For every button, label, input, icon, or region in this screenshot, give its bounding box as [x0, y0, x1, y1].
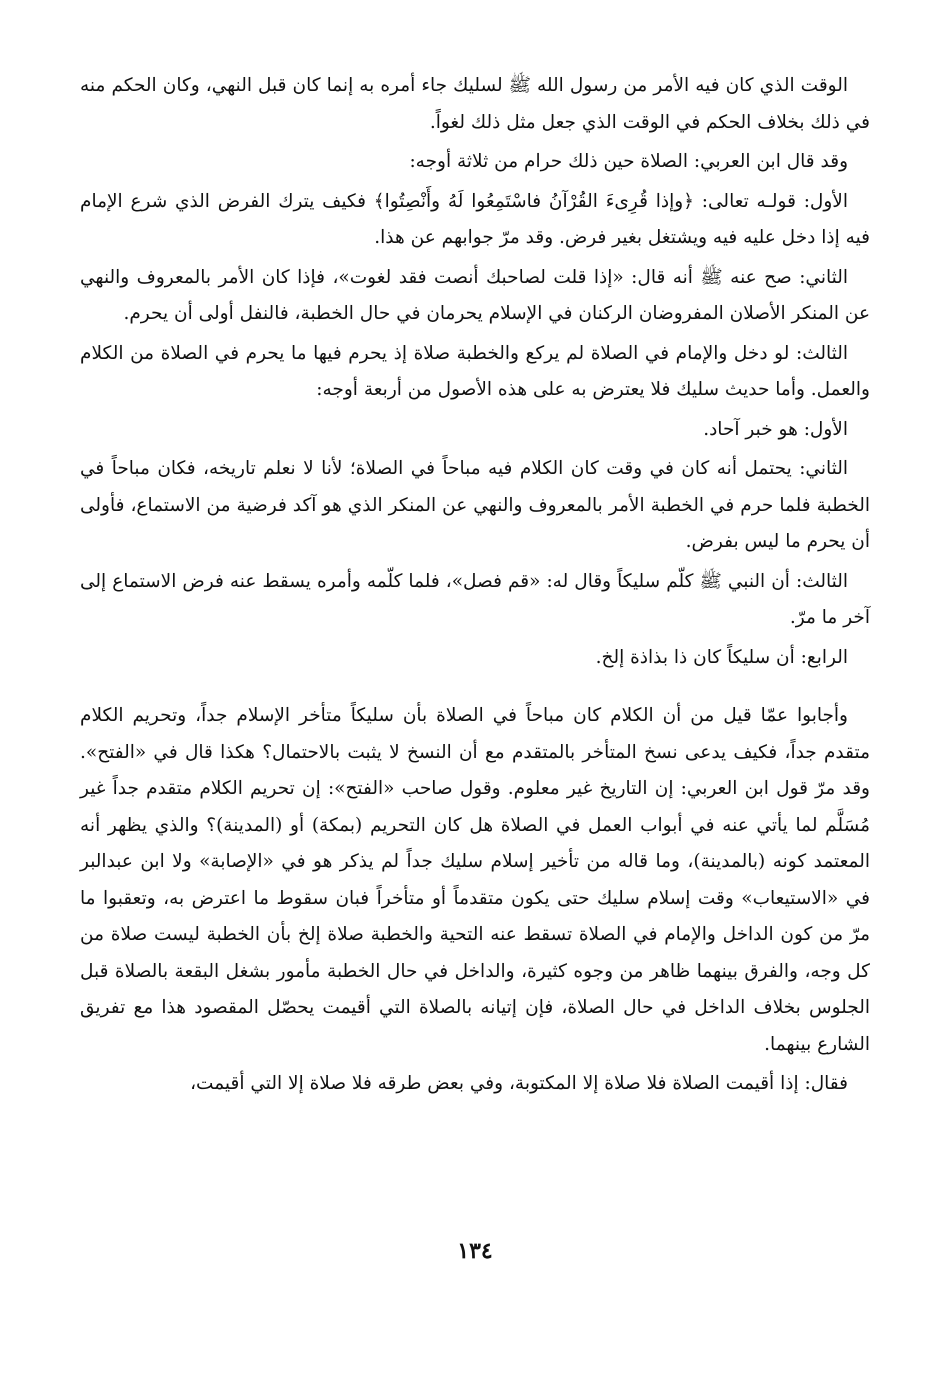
paragraph-opening: الوقت الذي كان فيه الأمر من رسول الله ﷺ لسليك جاء أمره به إنما كان قبل النهي، وكان الحكم منه في ذلك بخلاف الحكم في الوقت الذي جعل مثل ذلك لغواً.: [80, 75, 870, 133]
paragraph-third-reason: الثالث: لو دخل والإمام في الصلاة لم يركع والخطبة صلاة إذ يحرم فيها ما يحرم في الصلاة من الكلام والعمل. وأما حديث سليك فلا يعترض به على هذه الأصول من أربعة أوجه:: [80, 342, 870, 400]
paragraph-point-two: الثاني: يحتمل أنه كان في وقت كان الكلام فيه مباحاً في الصلاة؛ لأنا لا نعلم تاريخه، فكان مباحاً في الخطبة فلما حرم في الخطبة الأمر بالمعروف والنهي عن المنكر الذي هو آكد فرضية من الاستماع، فأولى أن يحرم ما ليس بفرض.: [80, 458, 870, 552]
paragraph-point-four: الرابع: أن سليكاً كان ذا بذاذة إلخ.: [595, 646, 848, 668]
paragraph-first-reason: الأول: قولـه تعالى: ﴿وإذا قُرِىءَ القُرْآنُ فاسْتَمِعُوا لَهُ وأَنْصِتُوا﴾ فكيف يترك الفرض الذي شرع الإمام فيه إذا دخل عليه فيه ويشتغل بغير فرض. وقد مرّ جوابهم عن هذا.: [80, 190, 870, 248]
paragraph-ibn-arabi-intro: وقد قال ابن العربي: الصلاة حين ذلك حرام من ثلاثة أوجه:: [409, 151, 848, 172]
page-body: [80, 68, 870, 1103]
paragraph-point-one: الأول: هو خبر آحاد.: [703, 418, 848, 440]
page-number: ١٣٤: [457, 1238, 493, 1264]
paragraph-closing: فقال: إذا أقيمت الصلاة فلا صلاة إلا المكتوبة، وفي بعض طرقه فلا صلاة إلا التي أقيمت،: [190, 1073, 848, 1094]
paragraph-second-reason: الثاني: صح عنه ﷺ أنه قال: «إذا قلت لصاحبك أنصت فقد لغوت»، فإذا كان الأمر بالمعروف والنهي عن المنكر الأصلان المفروضان الركنان في الإسلام يحرمان في حال الخطبة، فالنفل أولى أن يحرم.: [80, 266, 870, 324]
paragraph-response: وأجابوا عمّا قيل من أن الكلام كان مباحاً في الصلاة بأن سليكاً متأخر الإسلام جداً، وتحريم الكلام متقدم جداً، فكيف يدعى نسخ المتأخر بالمتقدم مع أن النسخ لا يثبت بالاحتمال؟ هكذا قال في «الفتح». وقد مرّ قول ابن العربي: إن التاريخ غير معلوم. وقول صاحب «الفتح»: إن تحريم الكلام متقدم جداً غير مُسَلَّم لما يأتي عنه في أبواب العمل في الصلاة هل كان التحريم (بمكة) أو (المدينة)؟ والذي يظهر أنه المعتمد كونه (بالمدينة)، وما قاله من تأخير إسلام سليك جداً لم يذكر هو في «الإصابة» ولا ابن عبدالبر في «الاستيعاب» وقت إسلام سليك حتى يكون متقدماً أو متأخراً فبان سقوط ما اعترض به، وتعقبوا ما مرّ من كون الداخل والإمام في الصلاة تسقط عنه التحية والخطبة صلاة إلخ بأن الخطبة ليست صلاة من كل وجه، والفرق بينهما ظاهر من وجوه كثيرة، والداخل في حال الخطبة مأمور بشغل البقعة بالصلاة قبل الجلوس بخلاف الداخل في حال الصلاة، فإن إتيانه بالصلاة التي أقيمت يحصّل المقصود هذا مع تفريق الشارع بينهما.: [80, 705, 870, 1055]
paragraph-point-three: الثالث: أن النبي ﷺ كلّم سليكاً وقال له: «قم فصل»، فلما كلّمه وأمره يسقط عنه فرض الاستماع إلى آخر ما مرّ.: [80, 570, 870, 628]
